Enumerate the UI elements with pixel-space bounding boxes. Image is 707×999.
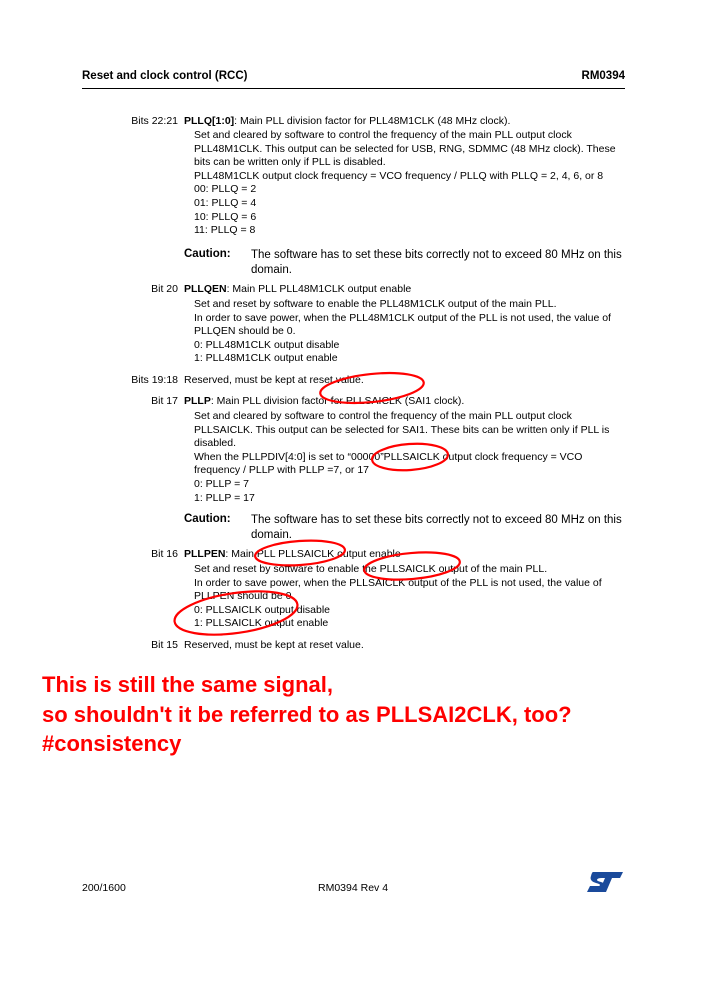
pllp-title-rest: : Main PLL division factor for PLLSAICLK (SAI1 clock). — [210, 395, 465, 407]
pllp-bits: Bit 17 — [151, 395, 178, 407]
pllpen-title-rest: : Main PLL PLLSAICLK output enable — [225, 548, 401, 560]
pllp-line: When the PLLPDIV[4:0] is set to “00000”PLLSAICLK output clock frequency = VCO — [194, 450, 583, 463]
pllq-line: 10: PLLQ = 6 — [194, 210, 257, 223]
pllq-line: PLL48M1CLK. This output can be selected for USB, RNG, SDMMC (48 MHz clock). These — [194, 142, 616, 155]
pllqen-bits: Bit 20 — [151, 283, 178, 295]
pllpen-line: 1: PLLSAICLK output enable — [194, 617, 329, 630]
highlight-ellipse-pllsaiclk-enable — [363, 549, 461, 583]
pllp-line: disabled. — [194, 437, 237, 450]
pllq-caution-text: The software has to set these bits correctly not to exceed 80 MHz on this domain. — [251, 249, 622, 276]
pllq-line: 00: PLLQ = 2 — [194, 183, 257, 196]
pllq-line: Set and cleared by software to control the frequency of the main PLL output clock — [194, 129, 572, 141]
pllpen-line: Set and reset by software to enable the PLLSAICLK output of the main PLL. — [194, 563, 548, 575]
st-logo-icon — [585, 870, 625, 899]
pllq-line: 11: PLLQ = 8 — [194, 224, 256, 237]
pllqen-line: In order to save power, when the PLL48M1CLK output of the PLL is not used, the value of — [194, 311, 611, 324]
footer-doc-rev: RM0394 Rev 4 — [318, 882, 389, 894]
pllpen-bits: Bit 16 — [151, 548, 178, 560]
pllq-name: PLLQ[1:0] — [184, 115, 235, 127]
pllq-bits: Bits 22:21 — [131, 115, 178, 127]
pllpen-line: In order to save power, when the PLLSAICLK output of the PLL is not used, the value of — [194, 576, 602, 589]
pllp-caution-text: The software has to set these bits correctly not to exceed 80 MHz on this domain. — [251, 514, 622, 541]
reserved15-text: Reserved, must be kept at reset value. — [184, 639, 364, 651]
pllq-line: PLL48M1CLK output clock frequency = VCO frequency / PLLQ with PLLQ = 2, 4, 6, or 8 — [194, 169, 604, 182]
pllp-line: Set and cleared by software to control the frequency of the main PLL output clock — [194, 410, 572, 422]
pllqen-line: PLLQEN should be 0. — [194, 325, 296, 338]
reserved1918-text: Reserved, must be kept at reset value. — [184, 374, 364, 386]
header-section-title: Reset and clock control (RCC) — [82, 70, 248, 82]
pllp-name: PLLP — [184, 395, 211, 407]
pllq-line: 01: PLLQ = 4 — [194, 196, 257, 209]
pllqen-line: 0: PLL48M1CLK output disable — [194, 338, 340, 351]
header-doc-id: RM0394 — [581, 70, 625, 82]
pllqen-name: PLLQEN — [184, 283, 227, 295]
pllpen-line: PLLPEN should be 0. — [194, 590, 295, 603]
highlight-ellipse-pllsaiclk-title — [254, 538, 345, 568]
pllp-line: 0: PLLP = 7 — [194, 477, 249, 490]
footer-page-number: 200/1600 — [82, 882, 126, 894]
pllq-caution-label: Caution: — [184, 248, 231, 260]
pllq-line: bits can be written only if PLL is disabled. — [194, 156, 386, 169]
reserved1918-bits: Bits 19:18 — [131, 374, 178, 386]
annotation-line-2: so shouldn't it be referred to as PLLSAI2CLK, too? — [42, 702, 572, 727]
reserved15-bits: Bit 15 — [151, 639, 178, 651]
pllp-caution-label: Caution: — [184, 513, 231, 525]
pllp-line: 1: PLLP = 17 — [194, 491, 255, 504]
pllqen-line: Set and reset by software to enable the PLL48M1CLK output of the main PLL. — [194, 298, 557, 310]
annotation-line-3: #consistency — [42, 731, 182, 756]
pllqen-line: 1: PLL48M1CLK output enable — [194, 352, 338, 365]
pllpen-line: 0: PLLSAICLK output disable — [194, 603, 331, 616]
highlight-ellipse-pllsaiclk-bits — [172, 585, 300, 642]
annotation-line-1: This is still the same signal, — [42, 672, 333, 697]
highlight-ellipse-pllsaiclk-formula — [371, 441, 449, 472]
highlight-ellipse-reset-value — [319, 369, 425, 408]
pllp-line: frequency / PLLP with PLLP =7, or 17 — [194, 464, 370, 477]
pllq-title-rest: : Main PLL division factor for PLL48M1CLK (48 MHz clock). — [234, 115, 511, 127]
pllqen-title-rest: : Main PLL PLL48M1CLK output enable — [226, 283, 412, 295]
pllpen-name: PLLPEN — [184, 548, 226, 560]
pllp-line: PLLSAICLK. This output can be selected for SAI1. These bits can be written only if PLL is — [194, 423, 610, 436]
